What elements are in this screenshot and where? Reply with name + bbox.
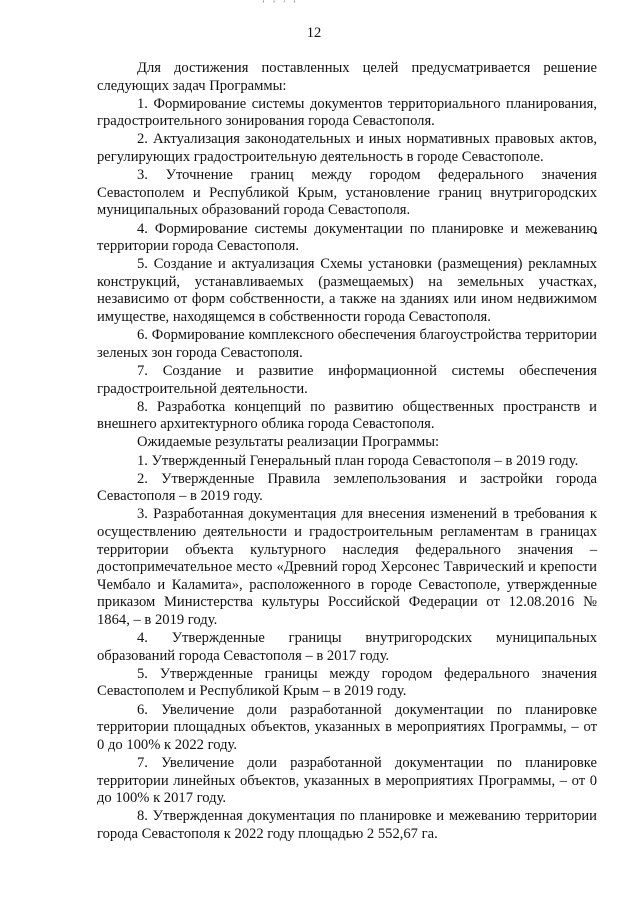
paragraph-task-3: 3. Уточнение границ между городом федерального значения Севастополем и Республикой Крым, установление границ внутригородских муниципальных образований города Севастополя. [97,167,597,219]
paragraph-task-5: 5. Создание и актуализация Схемы установки (размещения) рекламных конструкций, устанавливаемых (размещаемых) на земельных участках, независимо от форм собственности, а также на зданиях или ином недвижимом имуществе, находящемся в собственности города Севастополя. [97,256,597,326]
paragraph-result-2: 2. Утвержденные Правила землепользования и застройки города Севастополя – в 2019 году. [97,470,597,505]
paragraph-result-5: 5. Утвержденные границы между городом федерального значения Севастополем и Республикой Крым – в 2019 году. [97,665,597,700]
paragraph-result-4: 4. Утвержденные границы внутригородских муниципальных образований города Севастополя – в 2017 году. [97,630,597,664]
document-body [97,60,597,843]
paragraph-task-2: 2. Актуализация законодательных и иных нормативных правовых актов, регулирующих градостроительную деятельность в городе Севастополе. [97,131,597,166]
page-number: 12 [306,25,322,41]
paragraph-result-8: 8. Утвержденная документация по планировке и межеванию территории города Севастополя к 2022 году площадью 2 552,67 га. [97,808,597,842]
paragraph-result-3: 3. Разработанная документация для внесения изменений в требования к осуществлению деятельности и градостроительным регламентам в границах территории объекта культурного наследия федерального значения – достопримечательное место «Древний город Херсонес Таврический и крепости Чембало и Каламита», расположенного в городе Севастополе, утвержденные приказом Министерства культуры Российской Федерации от 12.08.2016 № 1864, – в 2019 году. [97,506,597,628]
paragraph-result-7: 7. Увеличение доли разработанной документации по планировке территории линейных объектов, указанных в мероприятиях Программы, – от 0 до 100% к 2017 году. [97,754,597,807]
paragraph-result-1: 1. Утвержденный Генеральный план города Севастополя – в 2019 году. [137,452,579,469]
paragraph-intro-goals: Для достижения поставленных целей предусматривается решение следующих задач Программы: [97,60,597,94]
paragraph-task-6: 6. Формирование комплексного обеспечения благоустройства территории зеленых зон города Севастополя. [97,327,597,361]
paragraph-result-6: 6. Увеличение доли разработанной документации по планировке территории площадных объектов, указанных в мероприятиях Программы, – от 0 до 100% к 2022 году. [97,701,597,753]
paragraph-task-1: 1. Формирование системы документов территориального планирования, градостроительного зонирования города Севастополя. [97,95,597,130]
paragraph-task-7: 7. Создание и развитие информационной системы обеспечения градостроительной деятельности. [97,362,597,397]
paragraph-results-intro: Ожидаемые результаты реализации Программы: [137,434,440,451]
scan-artifact-mark: ʼ ʼ ʹ ʼ [262,0,299,8]
paragraph-task-8: 8. Разработка концепций по развитию общественных пространств и внешнего архитектурного облика города Севастополя. [97,398,597,433]
paragraph-task-4: 4. Формирование системы документации по планировке и межеванию территории города Севастополя. [97,220,597,255]
